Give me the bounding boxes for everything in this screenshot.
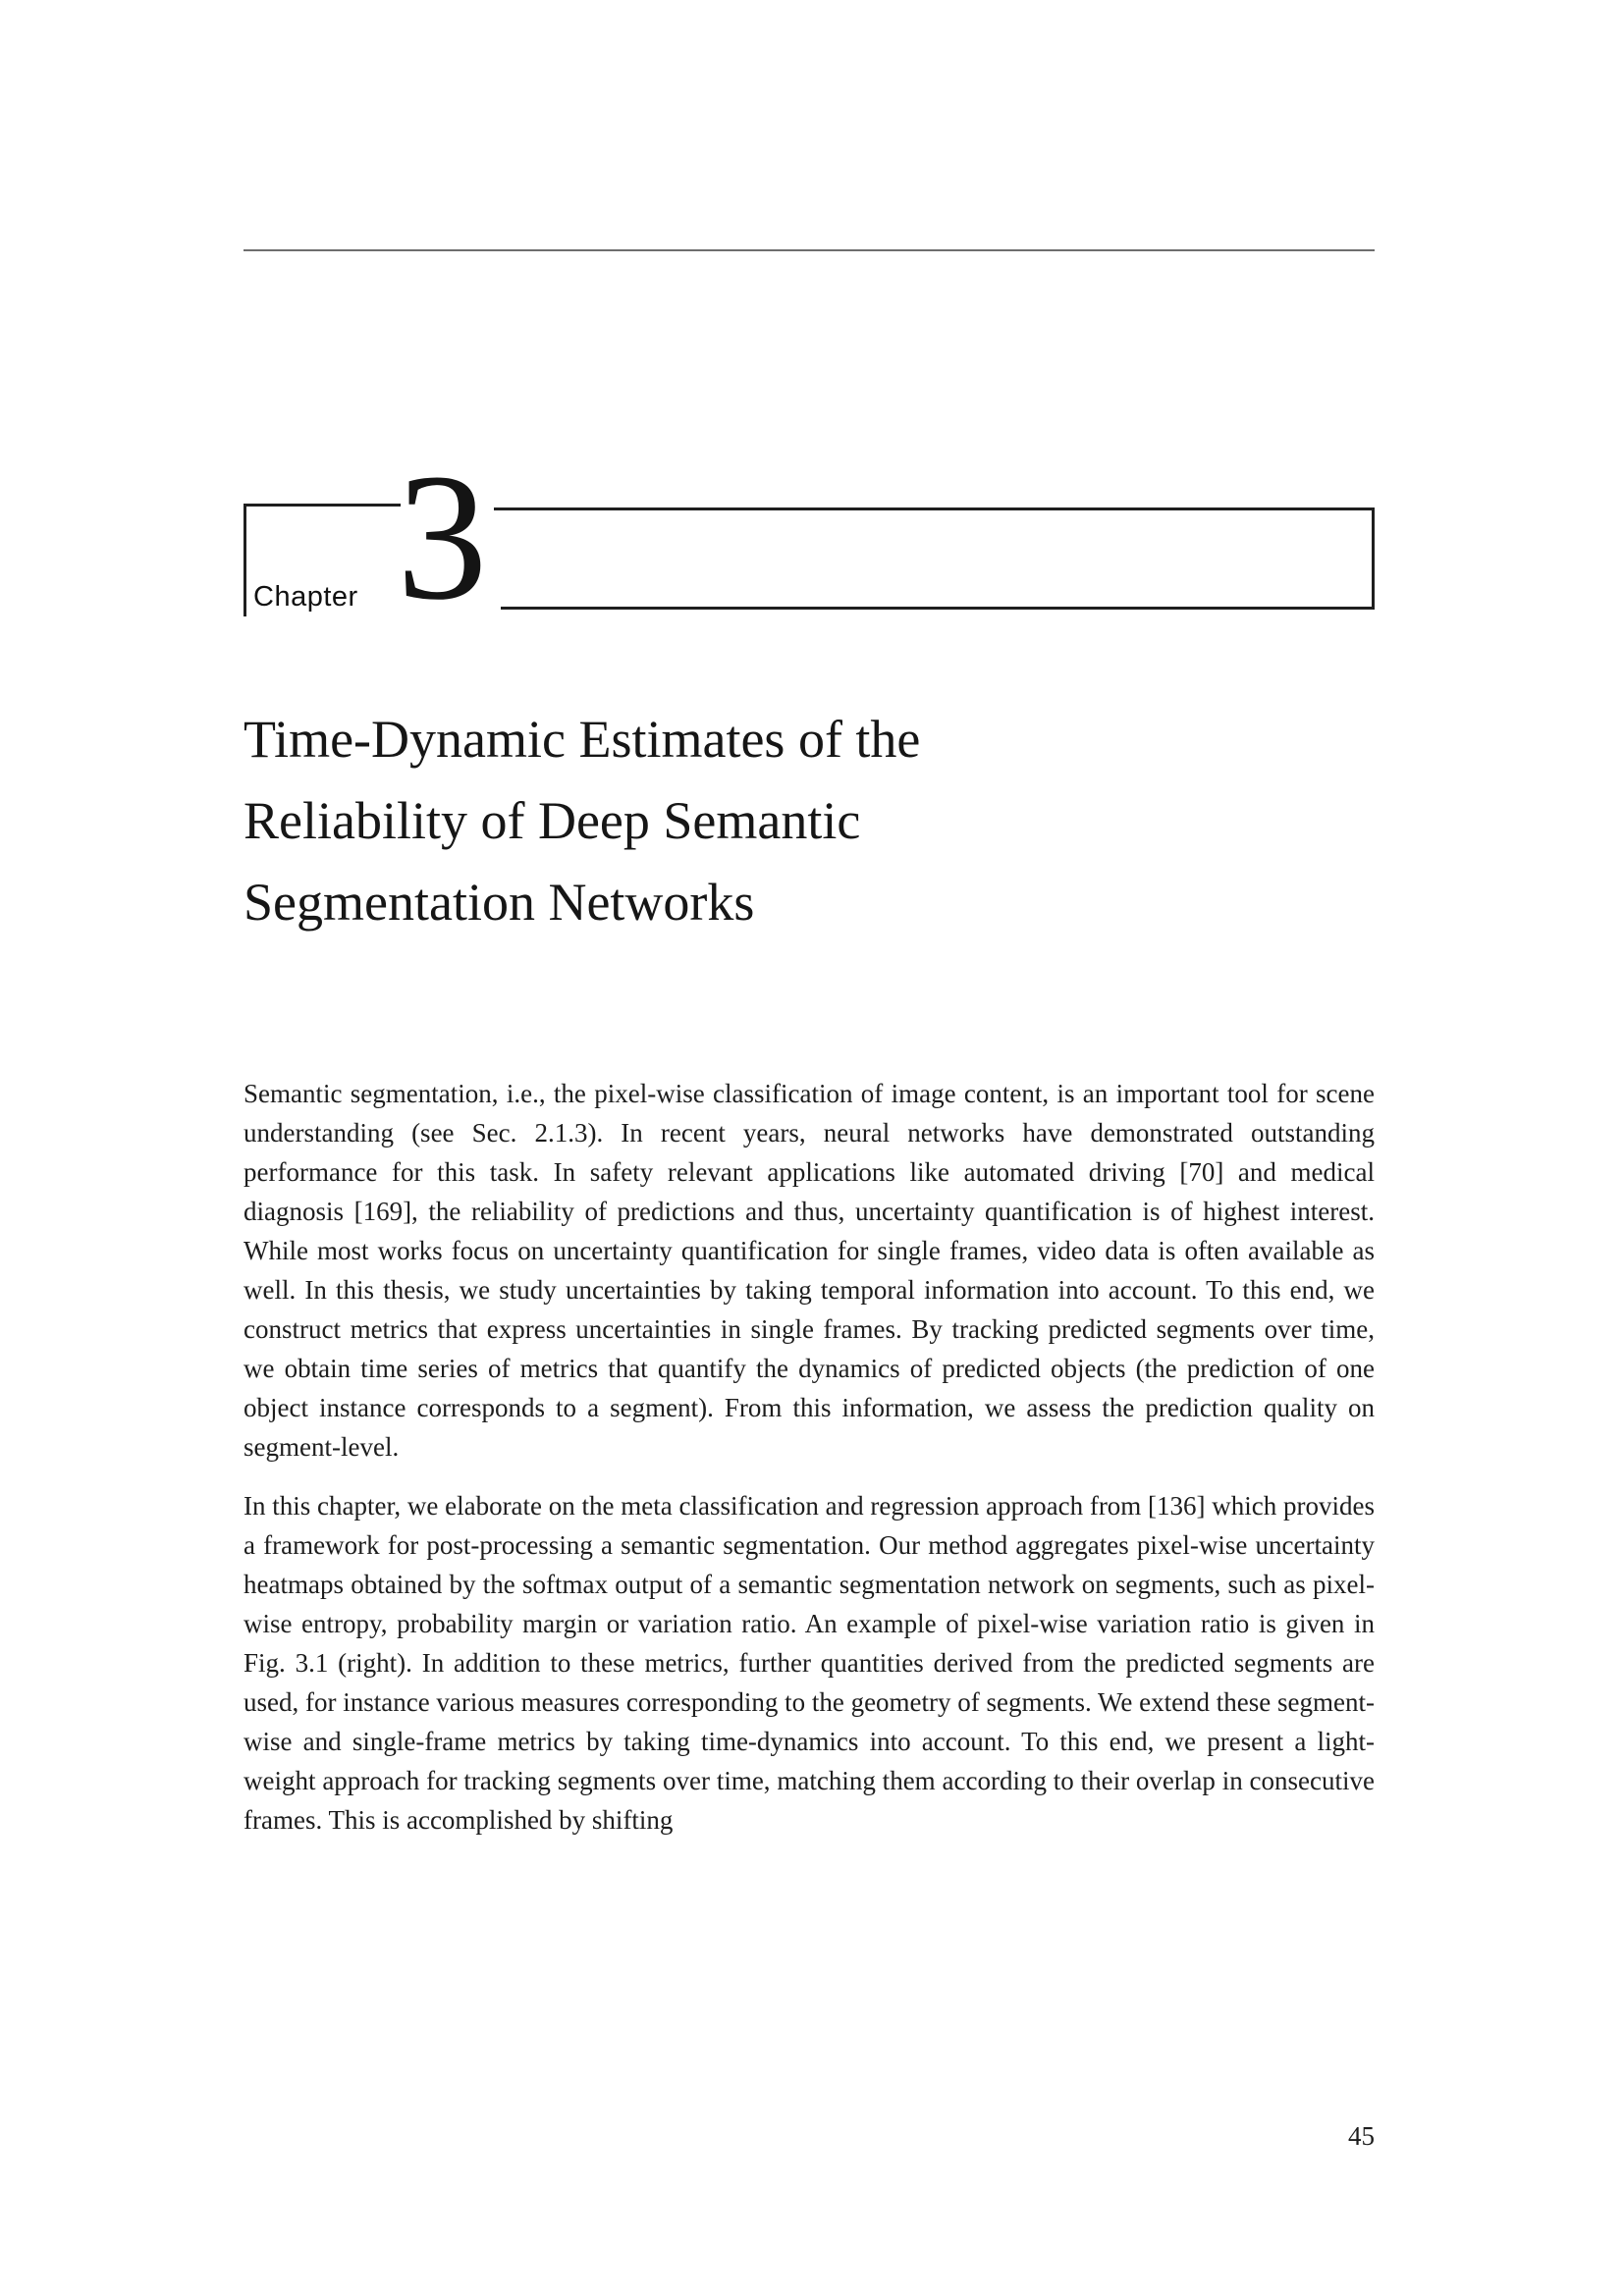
chapter-number: 3: [397, 437, 488, 638]
chapter-label: Chapter: [253, 581, 358, 613]
chapter-title-line-1: Time-Dynamic Estimates of the: [244, 710, 921, 769]
paragraph-2: In this chapter, we elaborate on the meta classification and regression approach from [136] which provides a framework for post-processing a semantic segmentation. Our method aggregates pixel-wise uncertainty heatmaps obtained by the softmax output of a semantic segmentation network on segments, such as pixel-wise entropy, probability margin or variation ratio. An example of pixel-wise variation ratio is given in Fig. 3.1 (right). In addition to these metrics, further quantities derived from the predicted segments are used, for instance various measures corresponding to the geometry of segments. We extend these segment-wise and single-frame metrics by taking time-dynamics into account. To this end, we present a light-weight approach for tracking segments over time, matching them according to their overlap in consecutive frames. This is accomplished by shifting: [244, 1491, 1376, 1835]
chapter-rule-top: [494, 507, 1375, 510]
chapter-heading: [0, 0, 1624, 687]
chapter-title: [244, 699, 1422, 943]
body-text: [244, 1074, 1375, 1840]
chapter-rule-right: [1372, 507, 1375, 610]
chapter-rule-bottom: [501, 607, 1375, 610]
page-number: 45: [1348, 2121, 1375, 2151]
chapter-title-line-3: Segmentation Networks: [244, 873, 755, 932]
paragraph-1: Semantic segmentation, i.e., the pixel-wise classification of image content, is an important tool for scene understanding (see Sec. 2.1.3). In recent years, neural networks have demonstrated outstanding performance for this task. In safety relevant applications like automated driving [70] and medical diagnosis [169], the reliability of predictions and thus, uncertainty quantification is of highest interest. While most works focus on uncertainty quantification for single frames, video data is often available as well. In this thesis, we study uncertainties by taking temporal information into account. To this end, we construct metrics that express uncertainties in single frames. By tracking predicted segments over time, we obtain time series of metrics that quantify the dynamics of predicted objects (the prediction of one object instance corresponds to a segment). From this information, we assess the prediction quality on segment-level.: [244, 1079, 1375, 1462]
chapter-title-line-2: Reliability of Deep Semantic: [244, 791, 861, 850]
